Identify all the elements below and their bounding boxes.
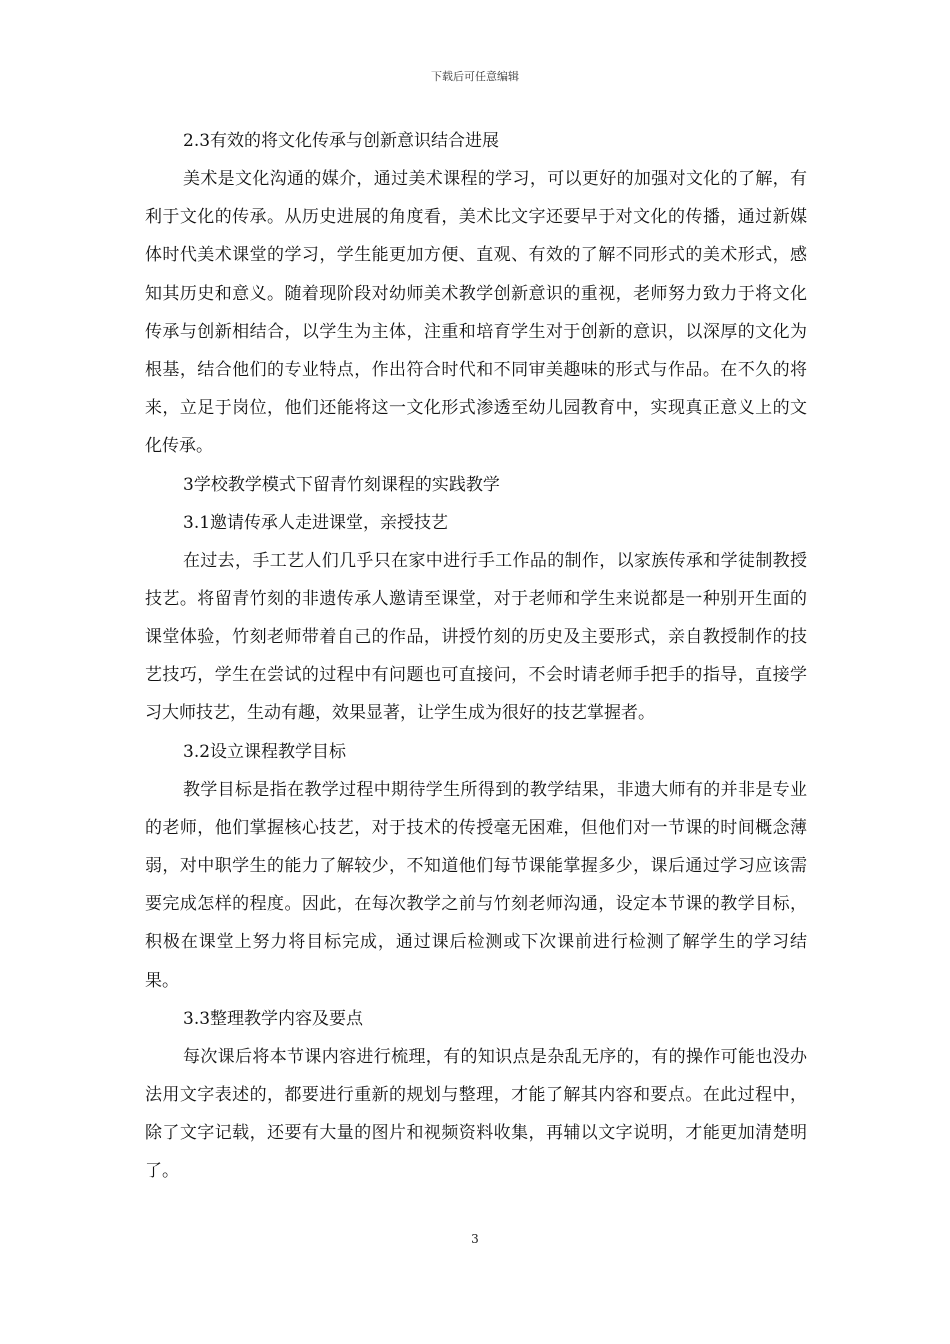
paragraph-3-1: 在过去，手工艺人们几乎只在家中进行手工作品的制作，以家族传承和学徒制教授技艺。将留青竹刻的非遗传承人邀请至课堂，对于老师和学生来说都是一种别开生面的课堂体验，竹刻老师带着自己的作品，讲授竹刻的历史及主要形式，亲自教授制作的技艺技巧，学生在尝试的过程中有问题也可直接问，不会时请老师手把手的指导，直接学习大师技艺，生动有趣，效果显著，让学生成为很好的技艺掌握者。 [145,550,807,724]
paragraph-2-3: 美术是文化沟通的媒介，通过美术课程的学习，可以更好的加强对文化的了解，有利于文化的传承。从历史进展的角度看，美术比文字还要早于对文化的传播，通过新媒体时代美术课堂的学习，学生能更加方便、直观、有效的了解不同形式的美术形式，感知其历史和意义。随着现阶段对幼师美术教学创新意识的重视，老师努力致力于将文化传承与创新相结合，以学生为主体，注重和培育学生对于创新的意识，以深厚的文化为根基，结合他们的专业特点，作出符合时代和不同审美趣味的形式与作品。在不久的将来，立足于岗位，他们还能将这一文化形式渗透至幼儿园教育中，实现真正意义上的文化传承。 [145,169,807,457]
section-heading-3: 3学校教学模式下留青竹刻课程的实践教学 [183,474,500,495]
document-body [145,122,807,1191]
section-heading-2-3: 2.3有效的将文化传承与创新意识结合进展 [183,131,500,151]
section-heading-3-3: 3.3整理教学内容及要点 [183,1008,364,1029]
page-header-note: 下载后可任意编辑 [431,70,519,83]
section-heading-3-2: 3.2设立课程教学目标 [183,741,347,762]
page-number: 3 [471,1232,479,1246]
paragraph-3-2: 教学目标是指在教学过程中期待学生所得到的教学结果，非遗大师有的并非是专业的老师，他们掌握核心技艺，对于技术的传授毫无困难，但他们对一节课的时间概念薄弱，对中职学生的能力了解较少，不知道他们每节课能掌握多少，课后通过学习应该需要完成怎样的程度。因此，在每次教学之前与竹刻老师沟通，设定本节课的教学目标，积极在课堂上努力将目标完成，通过课后检测或下次课前进行检测了解学生的学习结果。 [145,779,807,991]
section-heading-3-1: 3.1邀请传承人走进课堂，亲授技艺 [183,512,449,533]
paragraph-3-3: 每次课后将本节课内容进行梳理，有的知识点是杂乱无序的，有的操作可能也没办法用文字表述的，都要进行重新的规划与整理，才能了解其内容和要点。在此过程中，除了文字记载，还要有大量的图片和视频资料收集，再辅以文字说明，才能更加清楚明了。 [145,1046,807,1182]
